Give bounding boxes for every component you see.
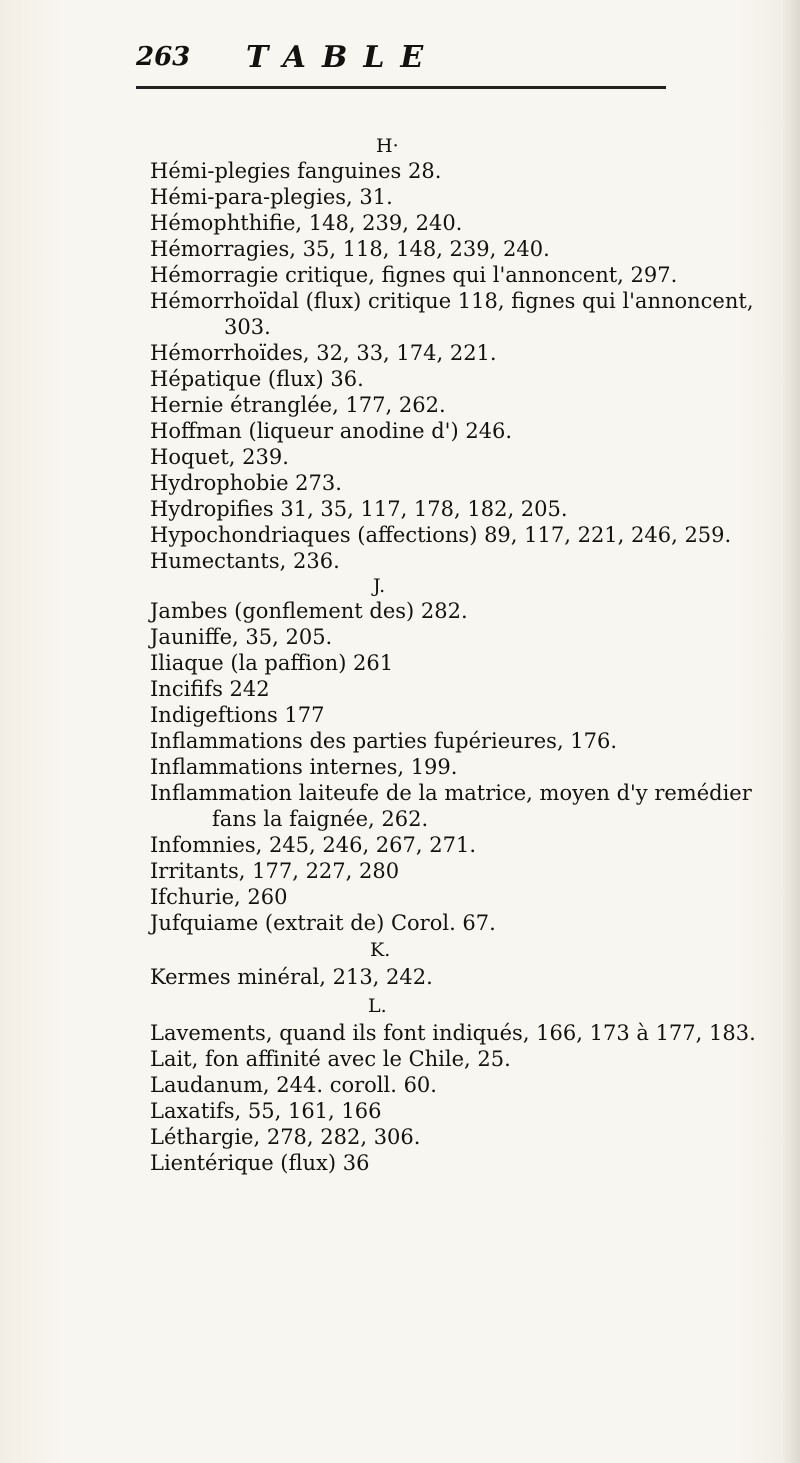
index-entry: Hernie étranglée, 177, 262. [150,393,446,417]
section-letter-j: J. [373,575,386,597]
index-entry: Hoffman (liqueur anodine d') 246. [150,419,513,443]
index-entry: Indigeftions 177 [150,703,325,727]
running-title: TABLE [246,40,440,75]
index-entry: Laxatifs, 55, 161, 166 [150,1099,382,1123]
index-entry: Hémorragies, 35, 118, 148, 239, 240. [150,237,550,261]
index-entry: Hémorrhoïdal (flux) critique 118, fignes qui l'annoncent, [150,289,754,313]
index-entry: Lait, fon affinité avec le Chile, 25. [150,1047,511,1071]
index-entry: Lavements, quand ils font indiqués, 166, 173 à 177, 183. [150,1021,756,1045]
index-entry: Hépatique (flux) 36. [150,367,364,391]
index-entry: Hémophthifie, 148, 239, 240. [150,211,463,235]
index-entry: Jauniffe, 35, 205. [150,625,333,649]
index-entry: Jufquiame (extrait de) Corol. 67. [150,911,496,935]
index-entry: Inflammations des parties fupérieures, 176. [150,729,618,753]
index-entry: Ifchurie, 260 [150,885,288,909]
index-entry-continuation: fans la faignée, 262. [212,807,429,831]
index-entry: Lientérique (flux) 36 [150,1151,370,1175]
page-header [136,42,656,82]
section-letter-h: H· [376,135,399,157]
index-entry: Inflammation laiteufe de la matrice, moyen d'y remédier [150,781,752,805]
index-entry: Jambes (gonflement des) 282. [150,599,468,623]
index-entry: Irritants, 177, 227, 280 [150,859,400,883]
page-edge-shadow [782,0,800,1463]
page-number: 263 [136,42,191,72]
index-entry: Kermes minéral, 213, 242. [150,965,433,989]
index-entry: Iliaque (la paffion) 261 [150,651,394,675]
index-entry: Hémorragie critique, fignes qui l'annoncent, 297. [150,263,678,287]
index-entry: Infomnies, 245, 246, 267, 271. [150,833,477,857]
index-entry: Hydropifies 31, 35, 117, 178, 182, 205. [150,497,568,521]
index-entry: Hypochondriaques (affections) 89, 117, 221, 246, 259. [150,523,732,547]
section-letter-l: L. [368,995,387,1017]
index-entry-continuation: 303. [224,315,271,339]
index-entry: Laudanum, 244. coroll. 60. [150,1073,437,1097]
index-entry: Hémorrhoïdes, 32, 33, 174, 221. [150,341,497,365]
index-entry: Inflammations internes, 199. [150,755,458,779]
index-entry: Hydrophobie 273. [150,471,342,495]
index-entry: Hémi-para-plegies, 31. [150,185,393,209]
index-entry: Hoquet, 239. [150,445,289,469]
index-entry: Hémi-plegies fanguines 28. [150,159,442,183]
index-entry: Incififs 242 [150,677,270,701]
index-entry: Humectants, 236. [150,549,340,573]
index-entry: Léthargie, 278, 282, 306. [150,1125,421,1149]
header-rule [136,86,666,89]
section-letter-k: K. [370,939,391,961]
